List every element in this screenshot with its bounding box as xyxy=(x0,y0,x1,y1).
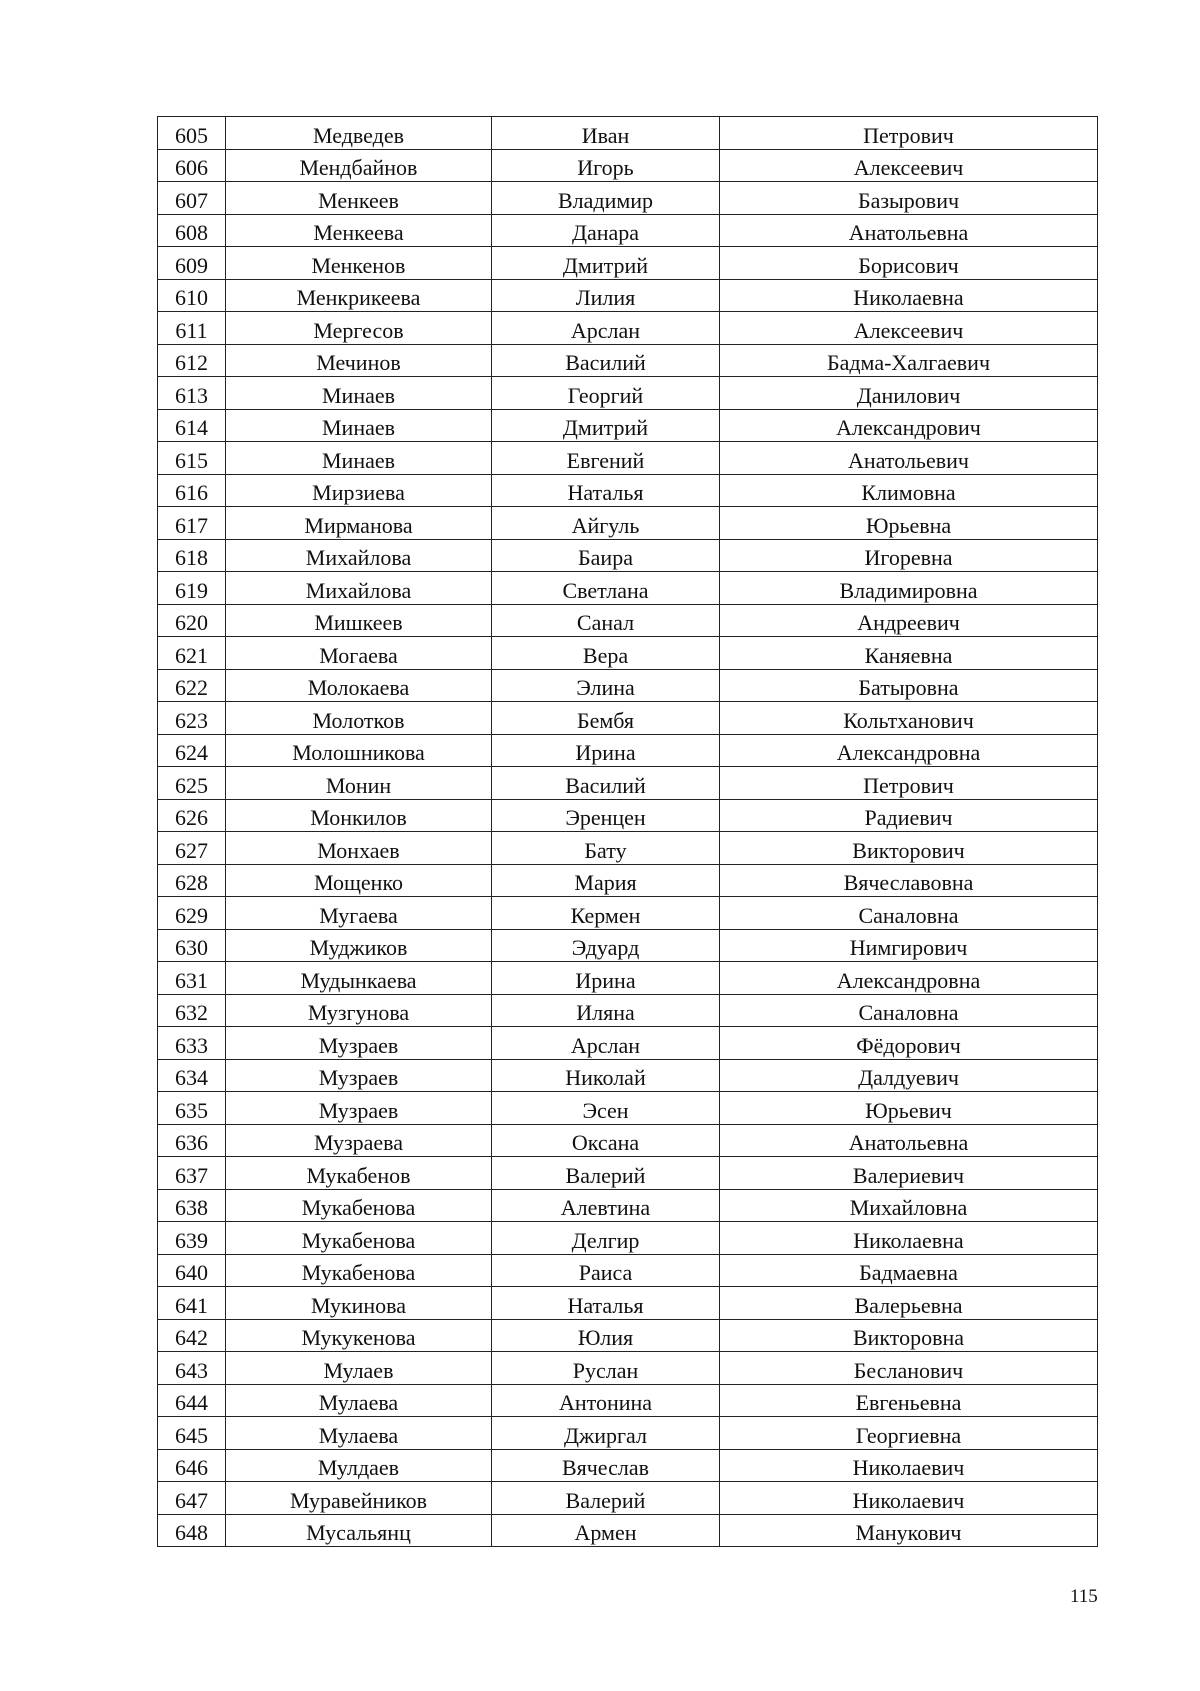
patronymic-cell: Валериевич xyxy=(720,1157,1098,1190)
row-number-cell: 615 xyxy=(158,442,226,475)
row-number-cell: 605 xyxy=(158,117,226,150)
last-name-cell: Могаева xyxy=(226,637,492,670)
table-row xyxy=(158,539,1098,572)
first-name-cell: Эдуард xyxy=(492,929,720,962)
patronymic-cell: Данилович xyxy=(720,377,1098,410)
patronymic-cell: Бадма-Халгаевич xyxy=(720,344,1098,377)
table-row xyxy=(158,864,1098,897)
first-name-cell: Арслан xyxy=(492,1027,720,1060)
patronymic-cell: Саналовна xyxy=(720,994,1098,1027)
row-number-cell: 623 xyxy=(158,702,226,735)
patronymic-cell: Радиевич xyxy=(720,799,1098,832)
first-name-cell: Руслан xyxy=(492,1352,720,1385)
first-name-cell: Ирина xyxy=(492,962,720,995)
last-name-cell: Мукабенова xyxy=(226,1189,492,1222)
patronymic-cell: Петрович xyxy=(720,117,1098,150)
table-row xyxy=(158,1157,1098,1190)
first-name-cell: Василий xyxy=(492,767,720,800)
last-name-cell: Минаев xyxy=(226,377,492,410)
table-row xyxy=(158,1287,1098,1320)
table-row xyxy=(158,637,1098,670)
table-row xyxy=(158,377,1098,410)
table-row xyxy=(158,1092,1098,1125)
patronymic-cell: Манукович xyxy=(720,1514,1098,1547)
table-row xyxy=(158,149,1098,182)
last-name-cell: Менкрикеева xyxy=(226,279,492,312)
patronymic-cell: Анатольевна xyxy=(720,1124,1098,1157)
last-name-cell: Менкеев xyxy=(226,182,492,215)
first-name-cell: Кермен xyxy=(492,897,720,930)
patronymic-cell: Александровна xyxy=(720,734,1098,767)
last-name-cell: Мусальянц xyxy=(226,1514,492,1547)
row-number-cell: 645 xyxy=(158,1417,226,1450)
last-name-cell: Менкенов xyxy=(226,247,492,280)
table-row xyxy=(158,214,1098,247)
table-row xyxy=(158,832,1098,865)
table-row xyxy=(158,1254,1098,1287)
patronymic-cell: Георгиевна xyxy=(720,1417,1098,1450)
patronymic-cell: Бесланович xyxy=(720,1352,1098,1385)
table-row xyxy=(158,734,1098,767)
first-name-cell: Антонина xyxy=(492,1384,720,1417)
last-name-cell: Менкеева xyxy=(226,214,492,247)
first-name-cell: Дмитрий xyxy=(492,247,720,280)
first-name-cell: Элина xyxy=(492,669,720,702)
patronymic-cell: Анатольевна xyxy=(720,214,1098,247)
patronymic-cell: Фёдорович xyxy=(720,1027,1098,1060)
first-name-cell: Мария xyxy=(492,864,720,897)
row-number-cell: 648 xyxy=(158,1514,226,1547)
last-name-cell: Минаев xyxy=(226,442,492,475)
table-row xyxy=(158,1482,1098,1515)
last-name-cell: Монхаев xyxy=(226,832,492,865)
row-number-cell: 620 xyxy=(158,604,226,637)
first-name-cell: Владимир xyxy=(492,182,720,215)
last-name-cell: Мугаева xyxy=(226,897,492,930)
table-row xyxy=(158,312,1098,345)
row-number-cell: 619 xyxy=(158,572,226,605)
first-name-cell: Айгуль xyxy=(492,507,720,540)
row-number-cell: 644 xyxy=(158,1384,226,1417)
row-number-cell: 607 xyxy=(158,182,226,215)
table-row xyxy=(158,572,1098,605)
patronymic-cell: Далдуевич xyxy=(720,1059,1098,1092)
last-name-cell: Мечинов xyxy=(226,344,492,377)
last-name-cell: Мукабенова xyxy=(226,1222,492,1255)
first-name-cell: Оксана xyxy=(492,1124,720,1157)
last-name-cell: Мукукенова xyxy=(226,1319,492,1352)
patronymic-cell: Юрьевич xyxy=(720,1092,1098,1125)
table-row xyxy=(158,1514,1098,1547)
row-number-cell: 627 xyxy=(158,832,226,865)
row-number-cell: 635 xyxy=(158,1092,226,1125)
last-name-cell: Мулаев xyxy=(226,1352,492,1385)
table-row xyxy=(158,669,1098,702)
table-row xyxy=(158,117,1098,150)
row-number-cell: 606 xyxy=(158,149,226,182)
patronymic-cell: Борисович xyxy=(720,247,1098,280)
table-row xyxy=(158,474,1098,507)
last-name-cell: Мукинова xyxy=(226,1287,492,1320)
table-row xyxy=(158,1384,1098,1417)
table-row xyxy=(158,247,1098,280)
row-number-cell: 613 xyxy=(158,377,226,410)
first-name-cell: Иван xyxy=(492,117,720,150)
patronymic-cell: Базырович xyxy=(720,182,1098,215)
patronymic-cell: Александрович xyxy=(720,409,1098,442)
table-row xyxy=(158,182,1098,215)
row-number-cell: 646 xyxy=(158,1449,226,1482)
last-name-cell: Монкилов xyxy=(226,799,492,832)
table-row xyxy=(158,344,1098,377)
table-row xyxy=(158,1027,1098,1060)
last-name-cell: Медведев xyxy=(226,117,492,150)
last-name-cell: Музраев xyxy=(226,1059,492,1092)
patronymic-cell: Игоревна xyxy=(720,539,1098,572)
last-name-cell: Мергесов xyxy=(226,312,492,345)
row-number-cell: 628 xyxy=(158,864,226,897)
patronymic-cell: Нимгирович xyxy=(720,929,1098,962)
row-number-cell: 608 xyxy=(158,214,226,247)
first-name-cell: Баира xyxy=(492,539,720,572)
row-number-cell: 641 xyxy=(158,1287,226,1320)
last-name-cell: Мендбайнов xyxy=(226,149,492,182)
table-row xyxy=(158,442,1098,475)
first-name-cell: Георгий xyxy=(492,377,720,410)
first-name-cell: Игорь xyxy=(492,149,720,182)
patronymic-cell: Алексеевич xyxy=(720,312,1098,345)
table-row xyxy=(158,799,1098,832)
first-name-cell: Данара xyxy=(492,214,720,247)
last-name-cell: Мудынкаева xyxy=(226,962,492,995)
first-name-cell: Николай xyxy=(492,1059,720,1092)
row-number-cell: 632 xyxy=(158,994,226,1027)
first-name-cell: Раиса xyxy=(492,1254,720,1287)
patronymic-cell: Вячеславовна xyxy=(720,864,1098,897)
table-row xyxy=(158,1449,1098,1482)
first-name-cell: Наталья xyxy=(492,474,720,507)
row-number-cell: 617 xyxy=(158,507,226,540)
patronymic-cell: Николаевна xyxy=(720,279,1098,312)
table-row xyxy=(158,962,1098,995)
last-name-cell: Мулдаев xyxy=(226,1449,492,1482)
table-row xyxy=(158,1189,1098,1222)
names-table xyxy=(157,116,1098,1547)
last-name-cell: Мукабенова xyxy=(226,1254,492,1287)
table-row xyxy=(158,1352,1098,1385)
first-name-cell: Бату xyxy=(492,832,720,865)
first-name-cell: Наталья xyxy=(492,1287,720,1320)
table-row xyxy=(158,767,1098,800)
patronymic-cell: Кольтханович xyxy=(720,702,1098,735)
patronymic-cell: Петрович xyxy=(720,767,1098,800)
table-row xyxy=(158,1417,1098,1450)
last-name-cell: Музраев xyxy=(226,1027,492,1060)
first-name-cell: Василий xyxy=(492,344,720,377)
row-number-cell: 637 xyxy=(158,1157,226,1190)
first-name-cell: Ирина xyxy=(492,734,720,767)
patronymic-cell: Каняевна xyxy=(720,637,1098,670)
first-name-cell: Светлана xyxy=(492,572,720,605)
row-number-cell: 625 xyxy=(158,767,226,800)
table-row xyxy=(158,279,1098,312)
first-name-cell: Валерий xyxy=(492,1157,720,1190)
last-name-cell: Музраев xyxy=(226,1092,492,1125)
row-number-cell: 630 xyxy=(158,929,226,962)
last-name-cell: Мощенко xyxy=(226,864,492,897)
patronymic-cell: Батыровна xyxy=(720,669,1098,702)
last-name-cell: Монин xyxy=(226,767,492,800)
patronymic-cell: Викторовна xyxy=(720,1319,1098,1352)
row-number-cell: 610 xyxy=(158,279,226,312)
row-number-cell: 618 xyxy=(158,539,226,572)
last-name-cell: Молокаева xyxy=(226,669,492,702)
first-name-cell: Армен xyxy=(492,1514,720,1547)
row-number-cell: 621 xyxy=(158,637,226,670)
last-name-cell: Музгунова xyxy=(226,994,492,1027)
last-name-cell: Мирзиева xyxy=(226,474,492,507)
patronymic-cell: Евгеньевна xyxy=(720,1384,1098,1417)
first-name-cell: Арслан xyxy=(492,312,720,345)
last-name-cell: Мирманова xyxy=(226,507,492,540)
table-row xyxy=(158,1124,1098,1157)
patronymic-cell: Юрьевна xyxy=(720,507,1098,540)
last-name-cell: Михайлова xyxy=(226,572,492,605)
row-number-cell: 636 xyxy=(158,1124,226,1157)
row-number-cell: 634 xyxy=(158,1059,226,1092)
row-number-cell: 614 xyxy=(158,409,226,442)
table-row xyxy=(158,1222,1098,1255)
patronymic-cell: Михайловна xyxy=(720,1189,1098,1222)
last-name-cell: Михайлова xyxy=(226,539,492,572)
first-name-cell: Бембя xyxy=(492,702,720,735)
last-name-cell: Молотков xyxy=(226,702,492,735)
patronymic-cell: Андреевич xyxy=(720,604,1098,637)
patronymic-cell: Саналовна xyxy=(720,897,1098,930)
first-name-cell: Эсен xyxy=(492,1092,720,1125)
patronymic-cell: Бадмаевна xyxy=(720,1254,1098,1287)
table-row xyxy=(158,507,1098,540)
patronymic-cell: Климовна xyxy=(720,474,1098,507)
row-number-cell: 642 xyxy=(158,1319,226,1352)
first-name-cell: Евгений xyxy=(492,442,720,475)
first-name-cell: Вера xyxy=(492,637,720,670)
first-name-cell: Валерий xyxy=(492,1482,720,1515)
first-name-cell: Юлия xyxy=(492,1319,720,1352)
last-name-cell: Мулаева xyxy=(226,1384,492,1417)
first-name-cell: Лилия xyxy=(492,279,720,312)
first-name-cell: Санал xyxy=(492,604,720,637)
row-number-cell: 611 xyxy=(158,312,226,345)
patronymic-cell: Владимировна xyxy=(720,572,1098,605)
row-number-cell: 622 xyxy=(158,669,226,702)
patronymic-cell: Викторович xyxy=(720,832,1098,865)
page-number: 115 xyxy=(1070,1586,1098,1607)
row-number-cell: 609 xyxy=(158,247,226,280)
first-name-cell: Алевтина xyxy=(492,1189,720,1222)
patronymic-cell: Валерьевна xyxy=(720,1287,1098,1320)
last-name-cell: Молошникова xyxy=(226,734,492,767)
table-row xyxy=(158,1059,1098,1092)
table-row xyxy=(158,897,1098,930)
row-number-cell: 626 xyxy=(158,799,226,832)
row-number-cell: 631 xyxy=(158,962,226,995)
first-name-cell: Иляна xyxy=(492,994,720,1027)
last-name-cell: Мишкеев xyxy=(226,604,492,637)
patronymic-cell: Анатольевич xyxy=(720,442,1098,475)
patronymic-cell: Николаевич xyxy=(720,1482,1098,1515)
last-name-cell: Мукабенов xyxy=(226,1157,492,1190)
last-name-cell: Минаев xyxy=(226,409,492,442)
row-number-cell: 647 xyxy=(158,1482,226,1515)
row-number-cell: 640 xyxy=(158,1254,226,1287)
first-name-cell: Джиргал xyxy=(492,1417,720,1450)
row-number-cell: 633 xyxy=(158,1027,226,1060)
row-number-cell: 612 xyxy=(158,344,226,377)
table-row xyxy=(158,409,1098,442)
first-name-cell: Делгир xyxy=(492,1222,720,1255)
table-row xyxy=(158,604,1098,637)
last-name-cell: Музраева xyxy=(226,1124,492,1157)
last-name-cell: Мулаева xyxy=(226,1417,492,1450)
row-number-cell: 643 xyxy=(158,1352,226,1385)
patronymic-cell: Николаевна xyxy=(720,1222,1098,1255)
first-name-cell: Эренцен xyxy=(492,799,720,832)
patronymic-cell: Александровна xyxy=(720,962,1098,995)
table-row xyxy=(158,929,1098,962)
table-row xyxy=(158,1319,1098,1352)
row-number-cell: 624 xyxy=(158,734,226,767)
patronymic-cell: Николаевич xyxy=(720,1449,1098,1482)
last-name-cell: Муджиков xyxy=(226,929,492,962)
row-number-cell: 616 xyxy=(158,474,226,507)
table-row xyxy=(158,702,1098,735)
table-row xyxy=(158,994,1098,1027)
row-number-cell: 629 xyxy=(158,897,226,930)
row-number-cell: 638 xyxy=(158,1189,226,1222)
patronymic-cell: Алексеевич xyxy=(720,149,1098,182)
last-name-cell: Муравейников xyxy=(226,1482,492,1515)
first-name-cell: Дмитрий xyxy=(492,409,720,442)
names-table-body xyxy=(158,117,1098,1547)
first-name-cell: Вячеслав xyxy=(492,1449,720,1482)
row-number-cell: 639 xyxy=(158,1222,226,1255)
